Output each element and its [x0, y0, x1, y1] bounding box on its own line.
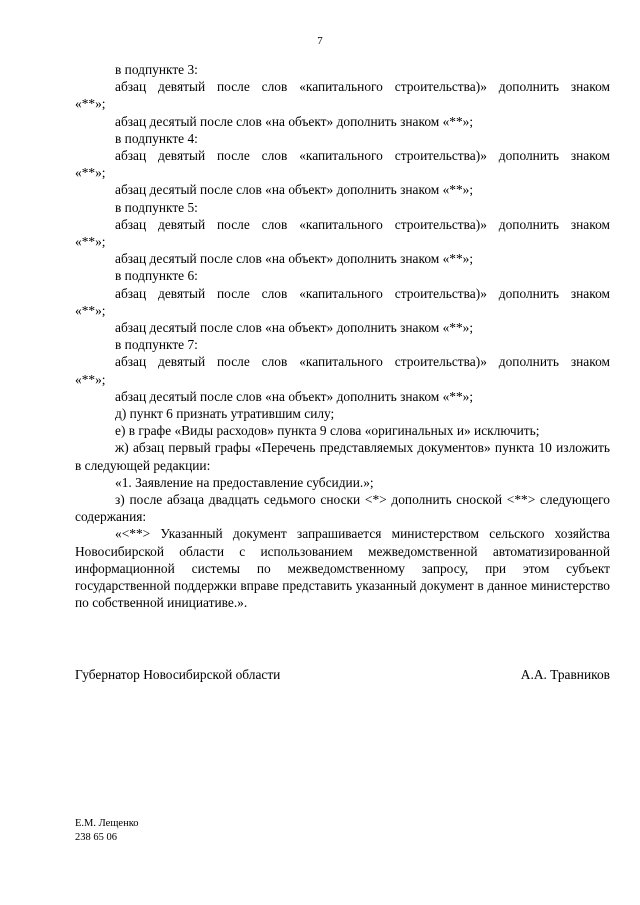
paragraph: абзац десятый после слов «на объект» дополнить знаком «**»; [115, 388, 474, 404]
paragraph: «**»; [75, 96, 106, 112]
paragraph: в подпункте 7: [115, 337, 198, 353]
executor-block [75, 817, 139, 845]
paragraph: абзац девятый после слов «капитального строительства)» дополнить знаком [115, 216, 610, 232]
paragraph: е) в графе «Виды расходов» пункта 9 слова «оригинальных и» исключить; [115, 423, 540, 439]
executor-phone: 238 65 06 [75, 832, 117, 843]
paragraph: «**»; [75, 165, 106, 181]
paragraph: д) пункт 6 признать утратившим силу; [115, 406, 335, 422]
paragraph: абзац девятый после слов «капитального строительства)» дополнить знаком [115, 354, 610, 370]
paragraph: «**»; [75, 371, 106, 387]
paragraph: абзац десятый после слов «на объект» дополнить знаком «**»; [115, 113, 474, 129]
paragraph: «<**> Указанный документ запрашивается министерством сельского хозяйства Новосибирской области с использованием межведомственной автоматизированной информационной системы по межведомственному запросу, при этом субъект государственной поддержки вправе представить указанный документ в данное министерство по собственной инициативе.». [75, 526, 610, 611]
page-number: 7 [317, 35, 323, 47]
signatory-name: А.А. Травников [520, 667, 610, 682]
paragraph: в подпункте 3: [115, 62, 198, 77]
paragraph: «**»; [75, 302, 106, 318]
paragraph: в подпункте 5: [115, 199, 198, 215]
paragraph: «1. Заявление на предоставление субсидии.»; [115, 474, 374, 490]
paragraph: абзац десятый после слов «на объект» дополнить знаком «**»; [115, 182, 474, 198]
paragraph: «**»; [75, 234, 106, 250]
paragraph: абзац десятый после слов «на объект» дополнить знаком «**»; [115, 251, 474, 267]
paragraph: абзац девятый после слов «капитального строительства)» дополнить знаком [115, 148, 610, 164]
paragraph: в подпункте 4: [115, 130, 198, 146]
paragraph: в подпункте 6: [115, 268, 198, 284]
signatory-position: Губернатор Новосибирской области [75, 667, 281, 682]
executor-name: Е.М. Лещенко [75, 818, 139, 829]
document-body [75, 61, 610, 612]
signature-block [75, 667, 610, 683]
paragraph: з) после абзаца двадцать седьмого сноски <*> дополнить сноской <**> следующего содержания: [75, 492, 610, 525]
paragraph: абзац девятый после слов «капитального строительства)» дополнить знаком [115, 79, 610, 95]
paragraph: абзац десятый после слов «на объект» дополнить знаком «**»; [115, 320, 474, 336]
paragraph: ж) абзац первый графы «Перечень представляемых документов» пункта 10 изложить в следующей редакции: [75, 440, 610, 473]
paragraph: абзац девятый после слов «капитального строительства)» дополнить знаком [115, 285, 610, 301]
